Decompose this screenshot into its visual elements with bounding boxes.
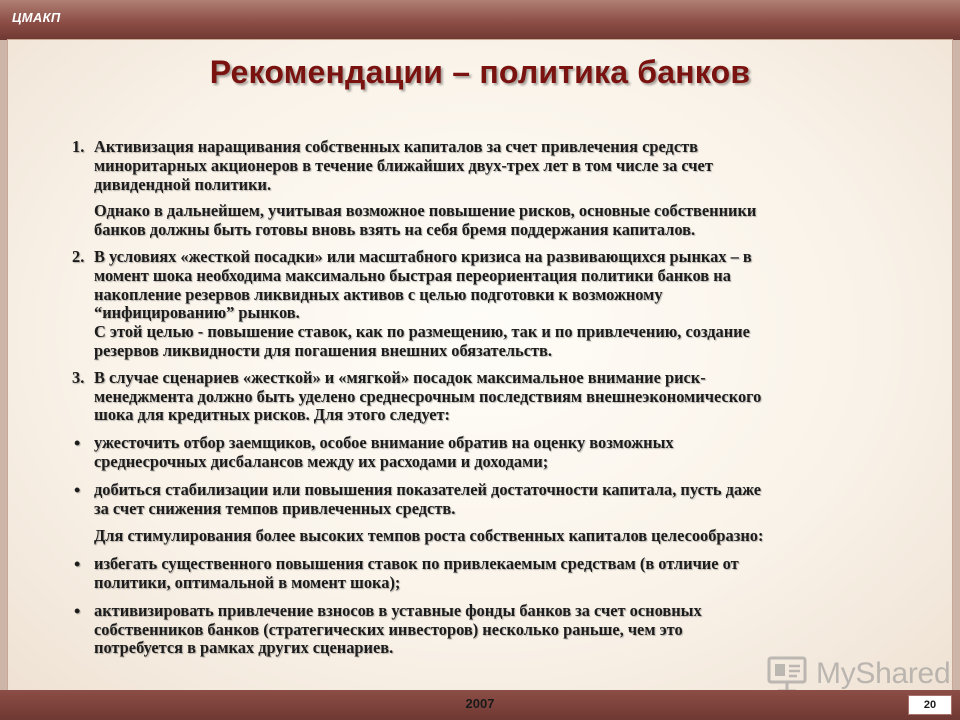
- item-line: В условиях «жесткой посадки» или масштабного кризиса на развивающихся рынках – в: [94, 246, 752, 266]
- bullet-icon: •: [74, 554, 81, 575]
- paragraph-note: [72, 202, 922, 240]
- item-line: собственников банков (стратегических инвесторов) несколько раньше, чем это: [94, 619, 683, 639]
- item-line: ужесточить отбор заемщиков, особое внимание обратив на оценку возможных: [94, 433, 674, 453]
- item-line: С этой целью - повышение ставок, как по размещению, так и по привлечению, создание: [94, 322, 750, 342]
- bullet-icon: •: [74, 479, 81, 500]
- item-line: дивидендной политики.: [94, 174, 272, 194]
- bullet-item: [72, 481, 922, 519]
- item-line: В случае сценариев «жесткой» и «мягкой» посадок максимальное внимание риск-: [94, 367, 706, 387]
- bullet-icon: •: [74, 433, 81, 454]
- bullet-item: [72, 602, 922, 658]
- item-number: 3.: [72, 367, 85, 387]
- item-number: 2.: [72, 246, 85, 266]
- item-line: миноритарных акционеров в течение ближайших двух-трех лет в том числе за счет: [94, 155, 713, 175]
- item-line: активизировать привлечение взносов в уставные фонды банков за счет основных: [94, 600, 702, 620]
- item-line: Для стимулирования более высоких темпов роста собственных капиталов целесообразно:: [94, 526, 764, 546]
- footer-year: 2007: [465, 696, 495, 711]
- list-item-3: [72, 369, 922, 425]
- item-line: резервов ликвидности для погашения внешних обязательств.: [94, 340, 552, 360]
- item-line: момент шока необходима максимально быстрая переориентация политики банков на: [94, 265, 731, 285]
- watermark-text: MyShared: [816, 657, 951, 690]
- recommendations-list: [72, 138, 922, 658]
- bullet-icon: •: [74, 600, 81, 621]
- item-line: Однако в дальнейшем, учитывая возможное повышение рисков, основные собственники: [94, 201, 757, 221]
- item-line: политики, оптимальной в момент шока);: [94, 572, 401, 592]
- item-number: 1.: [72, 137, 85, 156]
- item-line: банков должны быть готовы вновь взять на себя бремя поддержания капиталов.: [94, 220, 696, 240]
- list-item-1: [72, 138, 922, 194]
- item-line: среднесрочных дисбалансов между их расходами и доходами;: [94, 451, 549, 471]
- item-line: потребуется в рамках других сценариев.: [94, 638, 394, 658]
- top-bar: [0, 0, 960, 40]
- slide-title: Рекомендации – политика банков: [209, 54, 751, 90]
- presentation-icon: [766, 654, 810, 694]
- org-label: ЦМАКП: [12, 10, 61, 25]
- page-number: 20: [908, 695, 952, 715]
- item-line: накопление резервов ликвидных активов с целью подготовки к возможному: [94, 284, 663, 304]
- item-line: “инфицированию” рынков.: [94, 303, 300, 323]
- item-line: избегать существенного повышения ставок по привлекаемым средствам (в отличие от: [94, 554, 739, 574]
- bullet-item: [72, 555, 922, 593]
- item-line: Активизация наращивания собственных капиталов за счет привлечения средств: [94, 137, 699, 156]
- item-line: шока для кредитных рисков. Для этого следует:: [94, 405, 450, 425]
- paragraph-note: [72, 527, 922, 546]
- list-item-2: [72, 248, 922, 361]
- item-line: менеджмента должно быть уделено среднесрочным последствиям внешнеэкономического: [94, 386, 762, 406]
- item-line: добиться стабилизации или повышения показателей достаточности капитала, пусть даже: [94, 479, 762, 499]
- item-line: за счет снижения темпов привлеченных средств.: [94, 498, 456, 518]
- bullet-item: [72, 434, 922, 472]
